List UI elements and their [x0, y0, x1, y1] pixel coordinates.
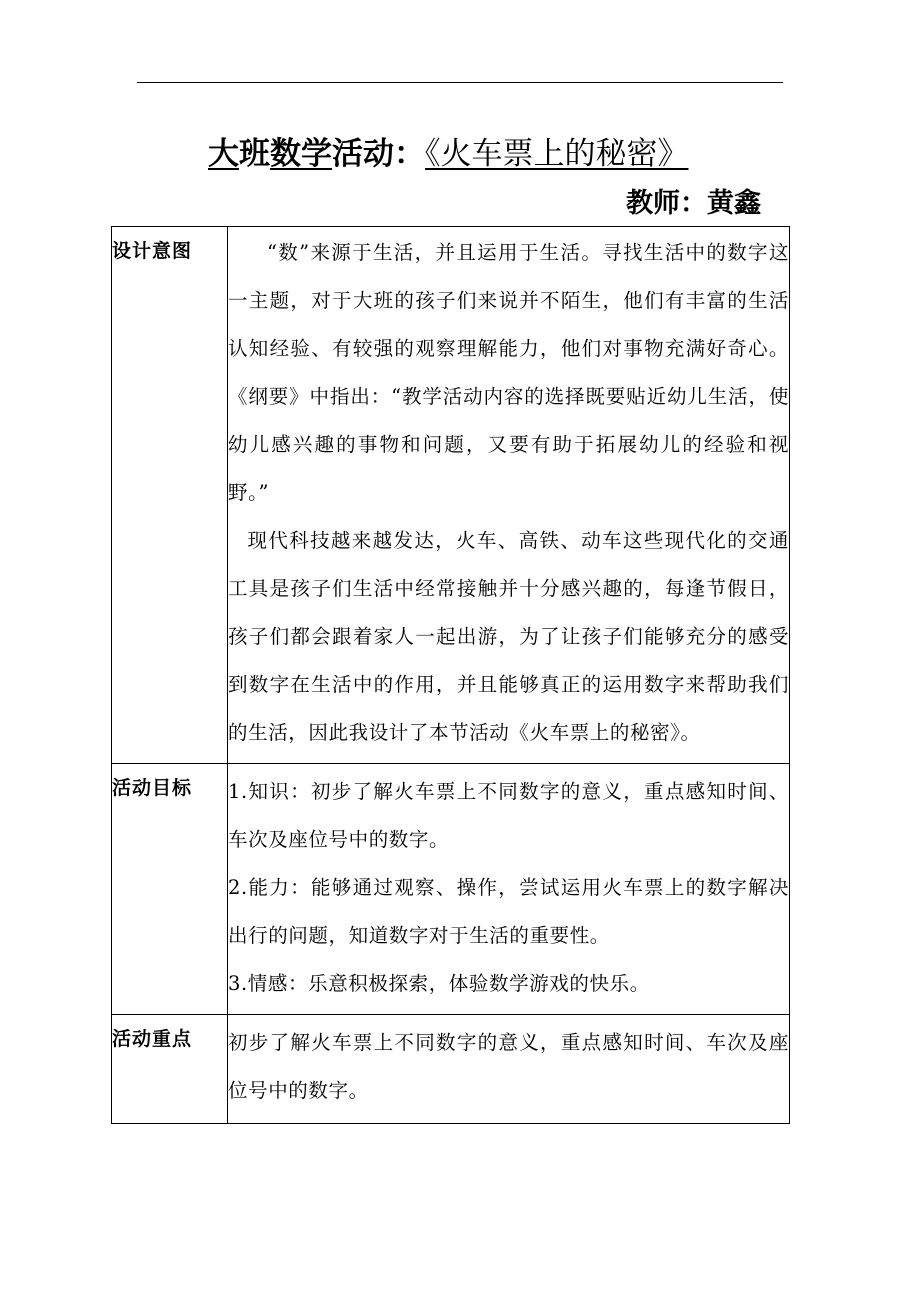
title-part-shuxue: 数学 — [270, 136, 332, 172]
goals-content — [228, 764, 790, 1015]
design-paragraph-2: 现代科技越来越发达，火车、高铁、动车这些现代化的交通工具是孩子们生活中经常接触并十分感兴趣的，每逢节假日，孩子们都会跟着家人一起出游，为了让孩子们能够充分的感受到数字在生活中的作用，并且能够真正的运用数字来帮助我们的生活，因此我设计了本节活动《火车票上的秘密》。 — [228, 529, 789, 744]
key-points-content — [228, 1015, 790, 1124]
header-rule — [137, 82, 783, 83]
title-part-da: 大 — [208, 136, 239, 172]
key-points-label: 活动重点 — [112, 1015, 228, 1124]
design-label: 设计意图 — [112, 227, 228, 764]
design-paragraph-1: “数”来源于生活，并且运用于生活。寻找生活中的数字这一主题，对于大班的孩子们来说并不陌生，他们有丰富的生活认知经验、有较强的观察理解能力，他们对事物充满好奇心。《纲要》中指出：“教学活动内容的选择既要贴近幼儿生活，使幼儿感兴趣的事物和问题，又要有助于拓展幼儿的经验和视野。” — [228, 241, 789, 504]
table-row-design — [112, 227, 790, 764]
title-part-subject: 《火车票上的秘密》 — [425, 136, 689, 172]
goals-label: 活动目标 — [112, 764, 228, 1015]
page-title — [208, 132, 689, 176]
title-part-huodong: 活动： — [332, 136, 425, 172]
key-points-text: 初步了解火车票上不同数字的意义，重点感知时间、车次及座位号中的数字。 — [228, 1031, 789, 1102]
goal-knowledge: 1.知识：初步了解火车票上不同数字的意义，重点感知时间、车次及座位号中的数字。 — [228, 780, 789, 851]
goal-emotion: 3.情感：乐意积极探索，体验数学游戏的快乐。 — [228, 972, 650, 995]
table-row-goals — [112, 764, 790, 1015]
table-row-key-points — [112, 1015, 790, 1124]
goal-ability: 2.能力：能够通过观察、操作，尝试运用火车票上的数字解决出行的问题，知道数字对于生活的重要性。 — [228, 876, 789, 947]
design-content — [228, 227, 790, 764]
teacher-name: 教师：黄鑫 — [626, 188, 761, 219]
title-part-ban: 班 — [239, 136, 270, 172]
lesson-plan-table — [111, 226, 790, 1124]
